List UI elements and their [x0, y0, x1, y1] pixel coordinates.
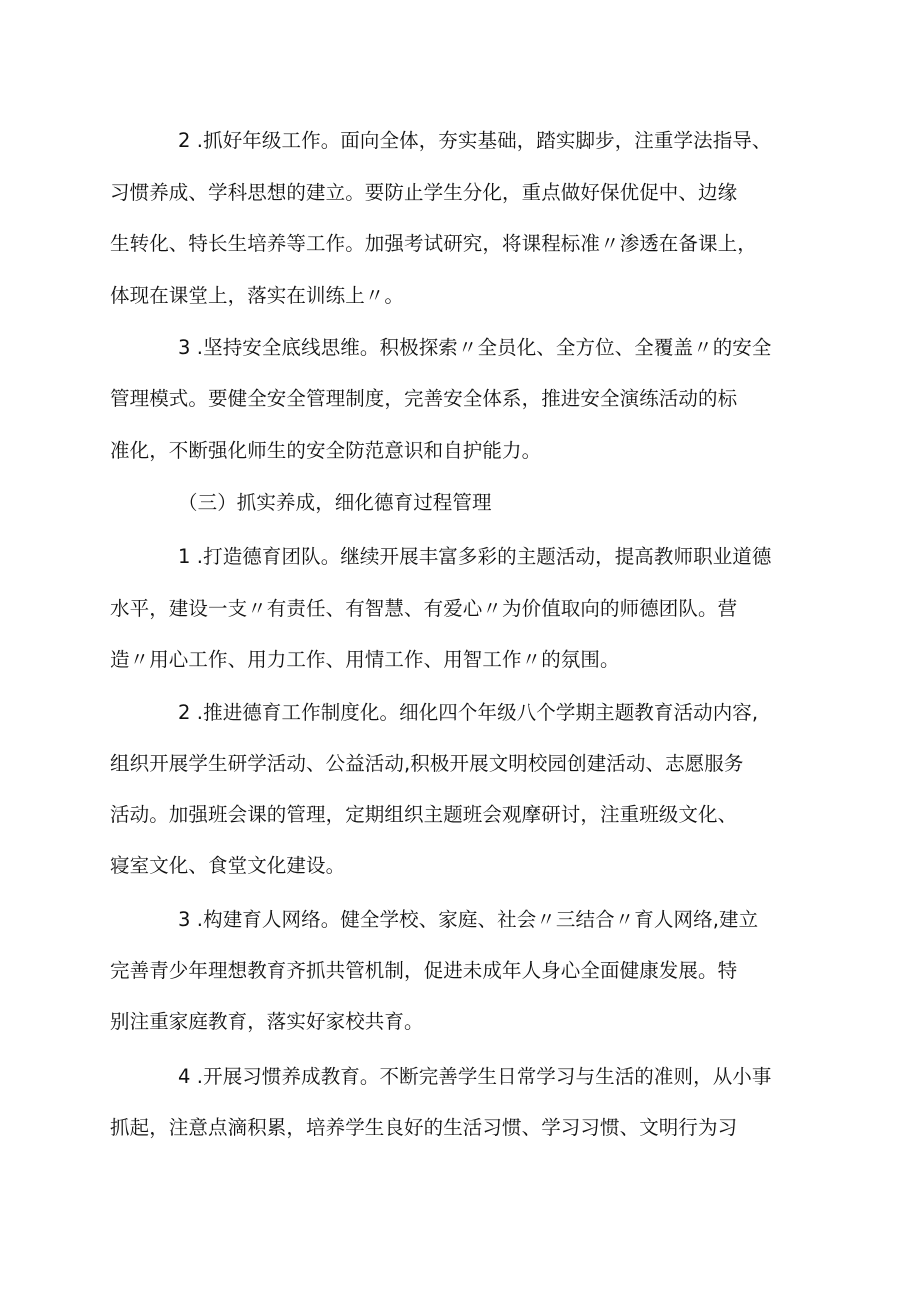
paragraph-line: 抓起，注意点滴积累，培养学生良好的生活习惯、学习习惯、文明行为习	[110, 1116, 738, 1139]
paragraph-line: 4 .开展习惯养成教育。不断完善学生日常学习与生活的准则，从小事	[178, 1065, 772, 1088]
section-heading: （三）抓实养成，细化德育过程管理	[178, 491, 492, 514]
paragraph-line: 活动。加强班会课的管理，定期组织主题班会观摩研讨，注重班级文化、	[110, 803, 738, 826]
paragraph-line: 体现在课堂上，落实在训练上〃。	[110, 284, 405, 307]
paragraph-line: 水平，建设一支〃有责任、有智慧、有爱心〃为价值取向的师德团队。营	[110, 597, 738, 620]
paragraph-line: 3 .构建育人网络。健全学校、家庭、社会〃三结合〃育人网络,建立	[178, 908, 759, 931]
paragraph-line: 1 .打造德育团队。继续开展丰富多彩的主题活动，提高教师职业道德	[178, 545, 772, 568]
paragraph-line: 寝室文化、食堂文化建设。	[110, 854, 346, 877]
paragraph-line: 准化，不断强化师生的安全防范意识和自护能力。	[110, 439, 542, 462]
paragraph-line: 习惯养成、学科思想的建立。要防止学生分化，重点做好保优促中、边缘	[110, 181, 738, 204]
paragraph-line: 2 .推进德育工作制度化。细化四个年级八个学期主题教育活动内容,	[178, 701, 759, 724]
paragraph-line: 管理模式。要健全安全管理制度，完善安全体系，推进安全演练活动的标	[110, 387, 738, 410]
paragraph-line: 3 .坚持安全底线思维。积极探索〃全员化、全方位、全覆盖〃的安全	[178, 336, 772, 359]
paragraph-line: 组织开展学生研学活动、公益活动,积极开展文明校园创建活动、志愿服务	[110, 752, 744, 775]
paragraph-line: 别注重家庭教育，落实好家校共育。	[110, 1010, 424, 1033]
paragraph-line: 完善青少年理想教育齐抓共管机制，促进未成年人身心全面健康发展。特	[110, 959, 738, 982]
paragraph-line: 生转化、特长生培养等工作。加强考试研究，将课程标准〃渗透在备课上，	[110, 232, 757, 255]
paragraph-line: 造〃用心工作、用力工作、用情工作、用智工作〃的氛围。	[110, 648, 620, 671]
paragraph-line: 2 .抓好年级工作。面向全体，夯实基础，踏实脚步，注重学法指导、	[178, 129, 772, 152]
